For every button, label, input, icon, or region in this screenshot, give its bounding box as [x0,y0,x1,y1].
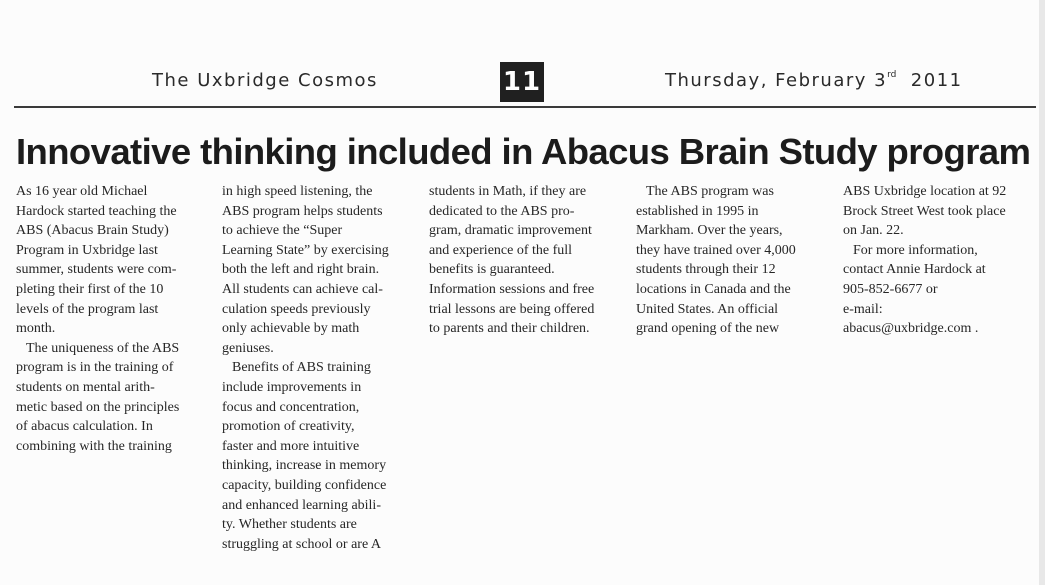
column-line: grand opening of the new [636,321,780,337]
column-line: pleting their first of the 10 [16,281,164,297]
article-column-3 [429,182,629,339]
column-line: culation speeds previously [222,301,371,317]
column-line: both the left and right brain. [222,262,380,278]
column-line: ty. Whether students are [222,517,357,533]
issue-date [665,70,963,91]
issue-date-ordinal: rd [887,70,897,80]
column-line: Information sessions and free [429,281,595,297]
column-line: established in 1995 in [636,203,759,219]
article-column-2 [222,182,422,554]
article-column-4 [636,182,836,339]
column-line: ABS Uxbridge location at 92 [843,184,1007,199]
column-line: students on mental arith- [16,379,155,395]
column-line: Brock Street West took place [843,203,1006,219]
contact-email: abacus@uxbridge.com . [843,321,979,337]
column-line: geniuses. [222,340,274,356]
article-column-1 [16,182,211,456]
column-line: For more information, [853,242,978,258]
column-line: include improvements in [222,379,362,395]
column-line: thinking, increase in memory [222,458,387,474]
column-line: levels of the program last [16,301,159,317]
column-line: benefits is guaranteed. [429,262,555,278]
column-line: on Jan. 22. [843,223,904,239]
article-column-5 [843,182,1038,339]
column-line: contact Annie Hardock at [843,262,986,278]
column-line: ABS (Abacus Brain Study) [16,223,169,239]
column-line: only achievable by math [222,321,360,337]
column-line: dedicated to the ABS pro- [429,203,575,219]
column-line: The uniqueness of the ABS [26,340,180,356]
column-line: and enhanced learning abili- [222,497,381,513]
column-line: program is in the training of [16,360,174,376]
column-line: ABS program helps students [222,203,383,219]
header-divider [14,106,1036,108]
column-line: The ABS program was [646,184,774,199]
issue-date-day: Thursday, February 3 [665,70,888,91]
column-line: gram, dramatic improvement [429,223,592,239]
page-number-badge: 11 [500,62,544,102]
column-line: e-mail: [843,301,883,317]
column-line: and experience of the full [429,242,573,258]
column-line: students in Math, if they are [429,184,587,199]
column-line: capacity, building confidence [222,477,387,493]
column-line: United States. An official [636,301,779,317]
column-line: Learning State” by exercising [222,242,389,258]
column-line: students through their 12 [636,262,776,278]
column-line: they have trained over 4,000 [636,242,796,258]
newspaper-name: The Uxbridge Cosmos [152,70,378,91]
column-line: combining with the training [16,438,172,454]
column-line: focus and concentration, [222,399,360,415]
column-line: summer, students were com- [16,262,177,278]
column-line: of abacus calculation. In [16,419,153,435]
column-line: month. [16,321,56,337]
column-line: promotion of creativity, [222,419,355,435]
column-line: faster and more intuitive [222,438,360,454]
column-line: All students can achieve cal- [222,281,383,297]
column-line: Hardock started teaching the [16,203,177,219]
page-header [0,60,1045,102]
column-line: Benefits of ABS training [232,360,371,376]
column-line: to parents and their children. [429,321,590,337]
column-line: to achieve the “Super [222,223,343,239]
column-line: metic based on the principles [16,399,180,415]
column-line: trial lessons are being offered [429,301,595,317]
column-line: 905-852-6677 or [843,281,938,297]
column-line: As 16 year old Michael [16,184,148,199]
column-line: Markham. Over the years, [636,223,783,239]
column-line: locations in Canada and the [636,281,791,297]
column-line: in high speed listening, the [222,184,373,199]
column-line: struggling at school or are A [222,536,382,552]
issue-date-year: 2011 [910,70,963,91]
article-headline: Innovative thinking included in Abacus Brain Study program [16,131,1031,172]
column-line: Program in Uxbridge last [16,242,158,258]
